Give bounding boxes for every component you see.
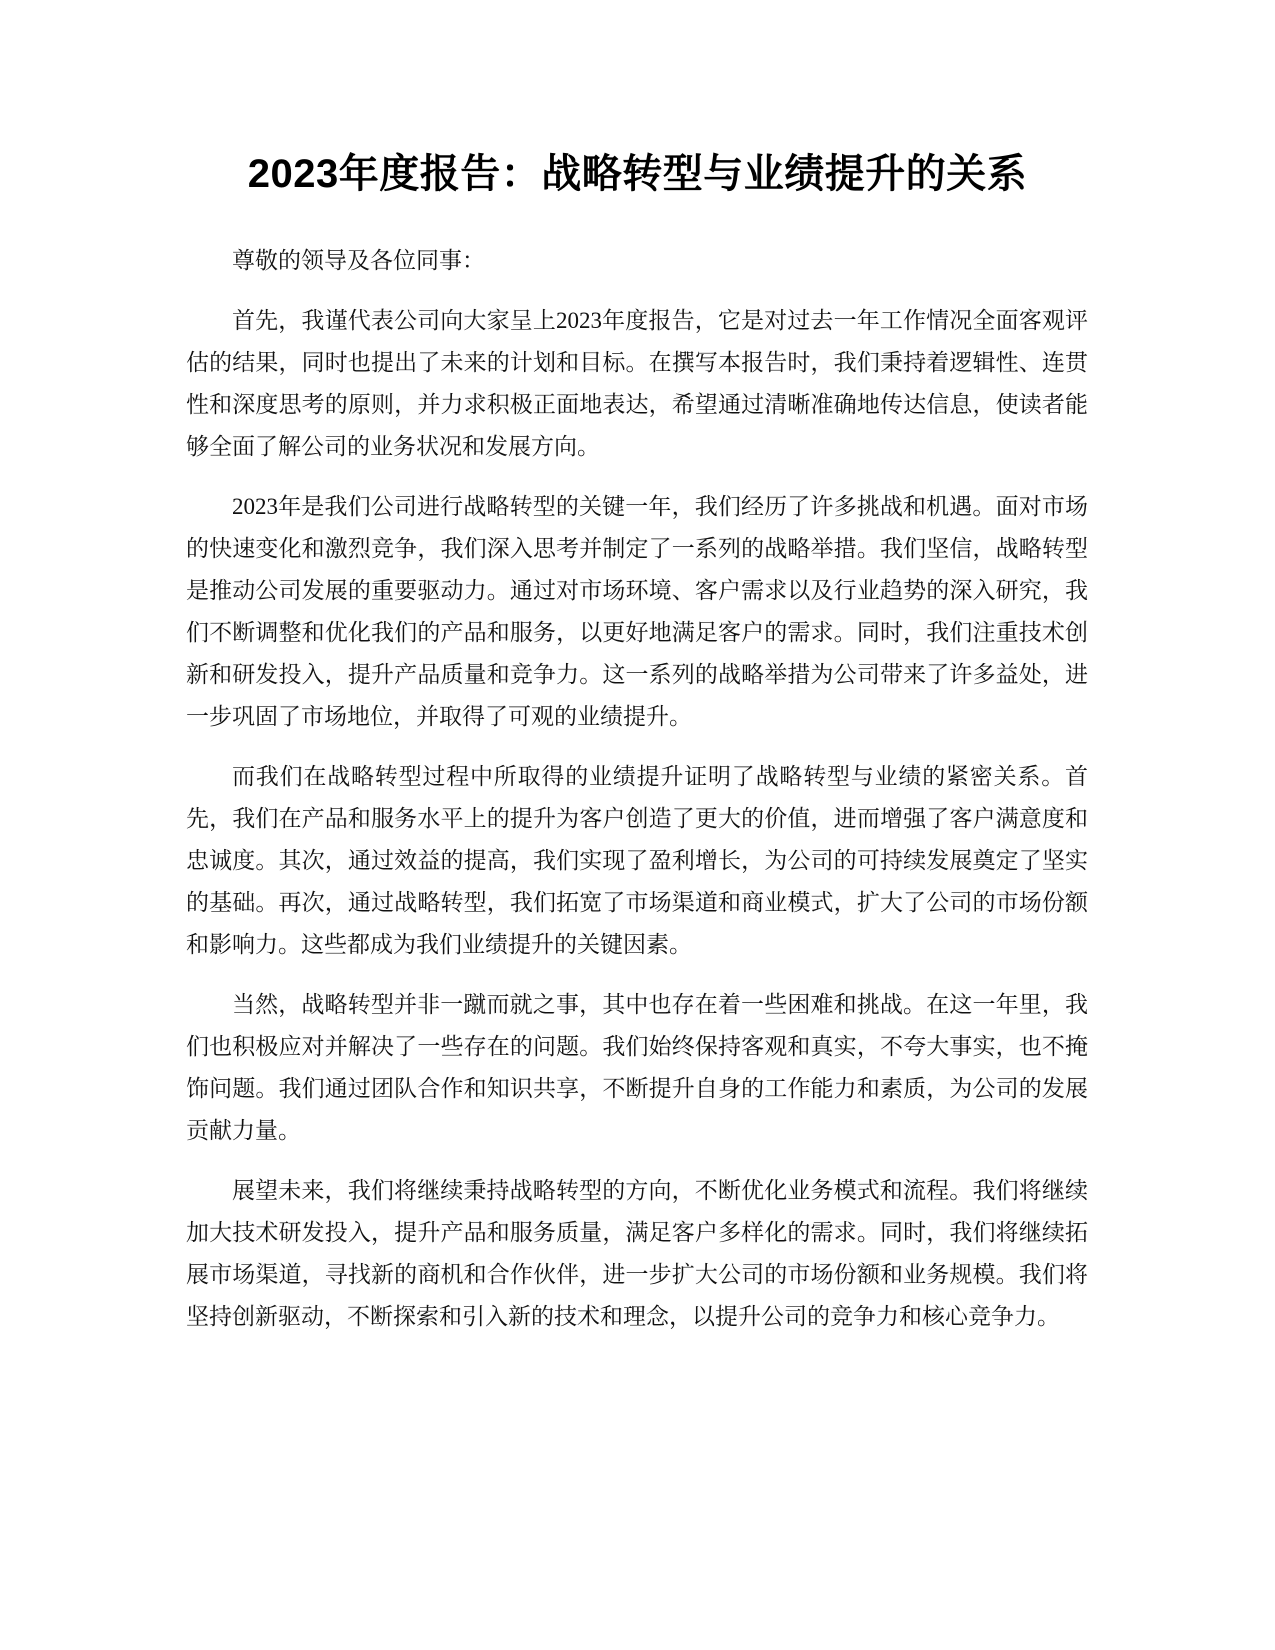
paragraph-outlook: 展望未来，我们将继续秉持战略转型的方向，不断优化业务模式和流程。我们将继续加大技术研发投入，提升产品和服务质量，满足客户多样化的需求。同时，我们将继续拓展市场渠道，寻找新的商机和合作伙伴，进一步扩大公司的市场份额和业务规模。我们将坚持创新驱动，不断探索和引入新的技术和理念，以提升公司的竞争力和核心竞争力。	[186, 1178, 1088, 1329]
paragraph-challenges: 当然，战略转型并非一蹴而就之事，其中也存在着一些困难和挑战。在这一年里，我们也积极应对并解决了一些存在的问题。我们始终保持客观和真实，不夸大事实，也不掩饰问题。我们通过团队合作和知识共享，不断提升自身的工作能力和素质，为公司的发展贡献力量。	[186, 992, 1088, 1143]
paragraph-intro: 首先，我谨代表公司向大家呈上2023年度报告，它是对过去一年工作情况全面客观评估的结果，同时也提出了未来的计划和目标。在撰写本报告时，我们秉持着逻辑性、连贯性和深度思考的原则，并力求积极正面地表达，希望通过清晰准确地传达信息，使读者能够全面了解公司的业务状况和发展方向。	[186, 308, 1088, 459]
paragraph-performance-relationship: 而我们在战略转型过程中所取得的业绩提升证明了战略转型与业绩的紧密关系。首先，我们在产品和服务水平上的提升为客户创造了更大的价值，进而增强了客户满意度和忠诚度。其次，通过效益的提高，我们实现了盈利增长，为公司的可持续发展奠定了坚实的基础。再次，通过战略转型，我们拓宽了市场渠道和商业模式，扩大了公司的市场份额和影响力。这些都成为我们业绩提升的关键因素。	[186, 764, 1088, 957]
document-body	[186, 240, 1088, 1356]
paragraph-strategy-transformation: 2023年是我们公司进行战略转型的关键一年，我们经历了许多挑战和机遇。面对市场的快速变化和激烈竞争，我们深入思考并制定了一系列的战略举措。我们坚信，战略转型是推动公司发展的重要驱动力。通过对市场环境、客户需求以及行业趋势的深入研究，我们不断调整和优化我们的产品和服务，以更好地满足客户的需求。同时，我们注重技术创新和研发投入，提升产品质量和竞争力。这一系列的战略举措为公司带来了许多益处，进一步巩固了市场地位，并取得了可观的业绩提升。	[186, 494, 1088, 729]
salutation: 尊敬的领导及各位同事：	[232, 248, 485, 273]
document-title: 2023年度报告：战略转型与业绩提升的关系	[247, 152, 1028, 196]
